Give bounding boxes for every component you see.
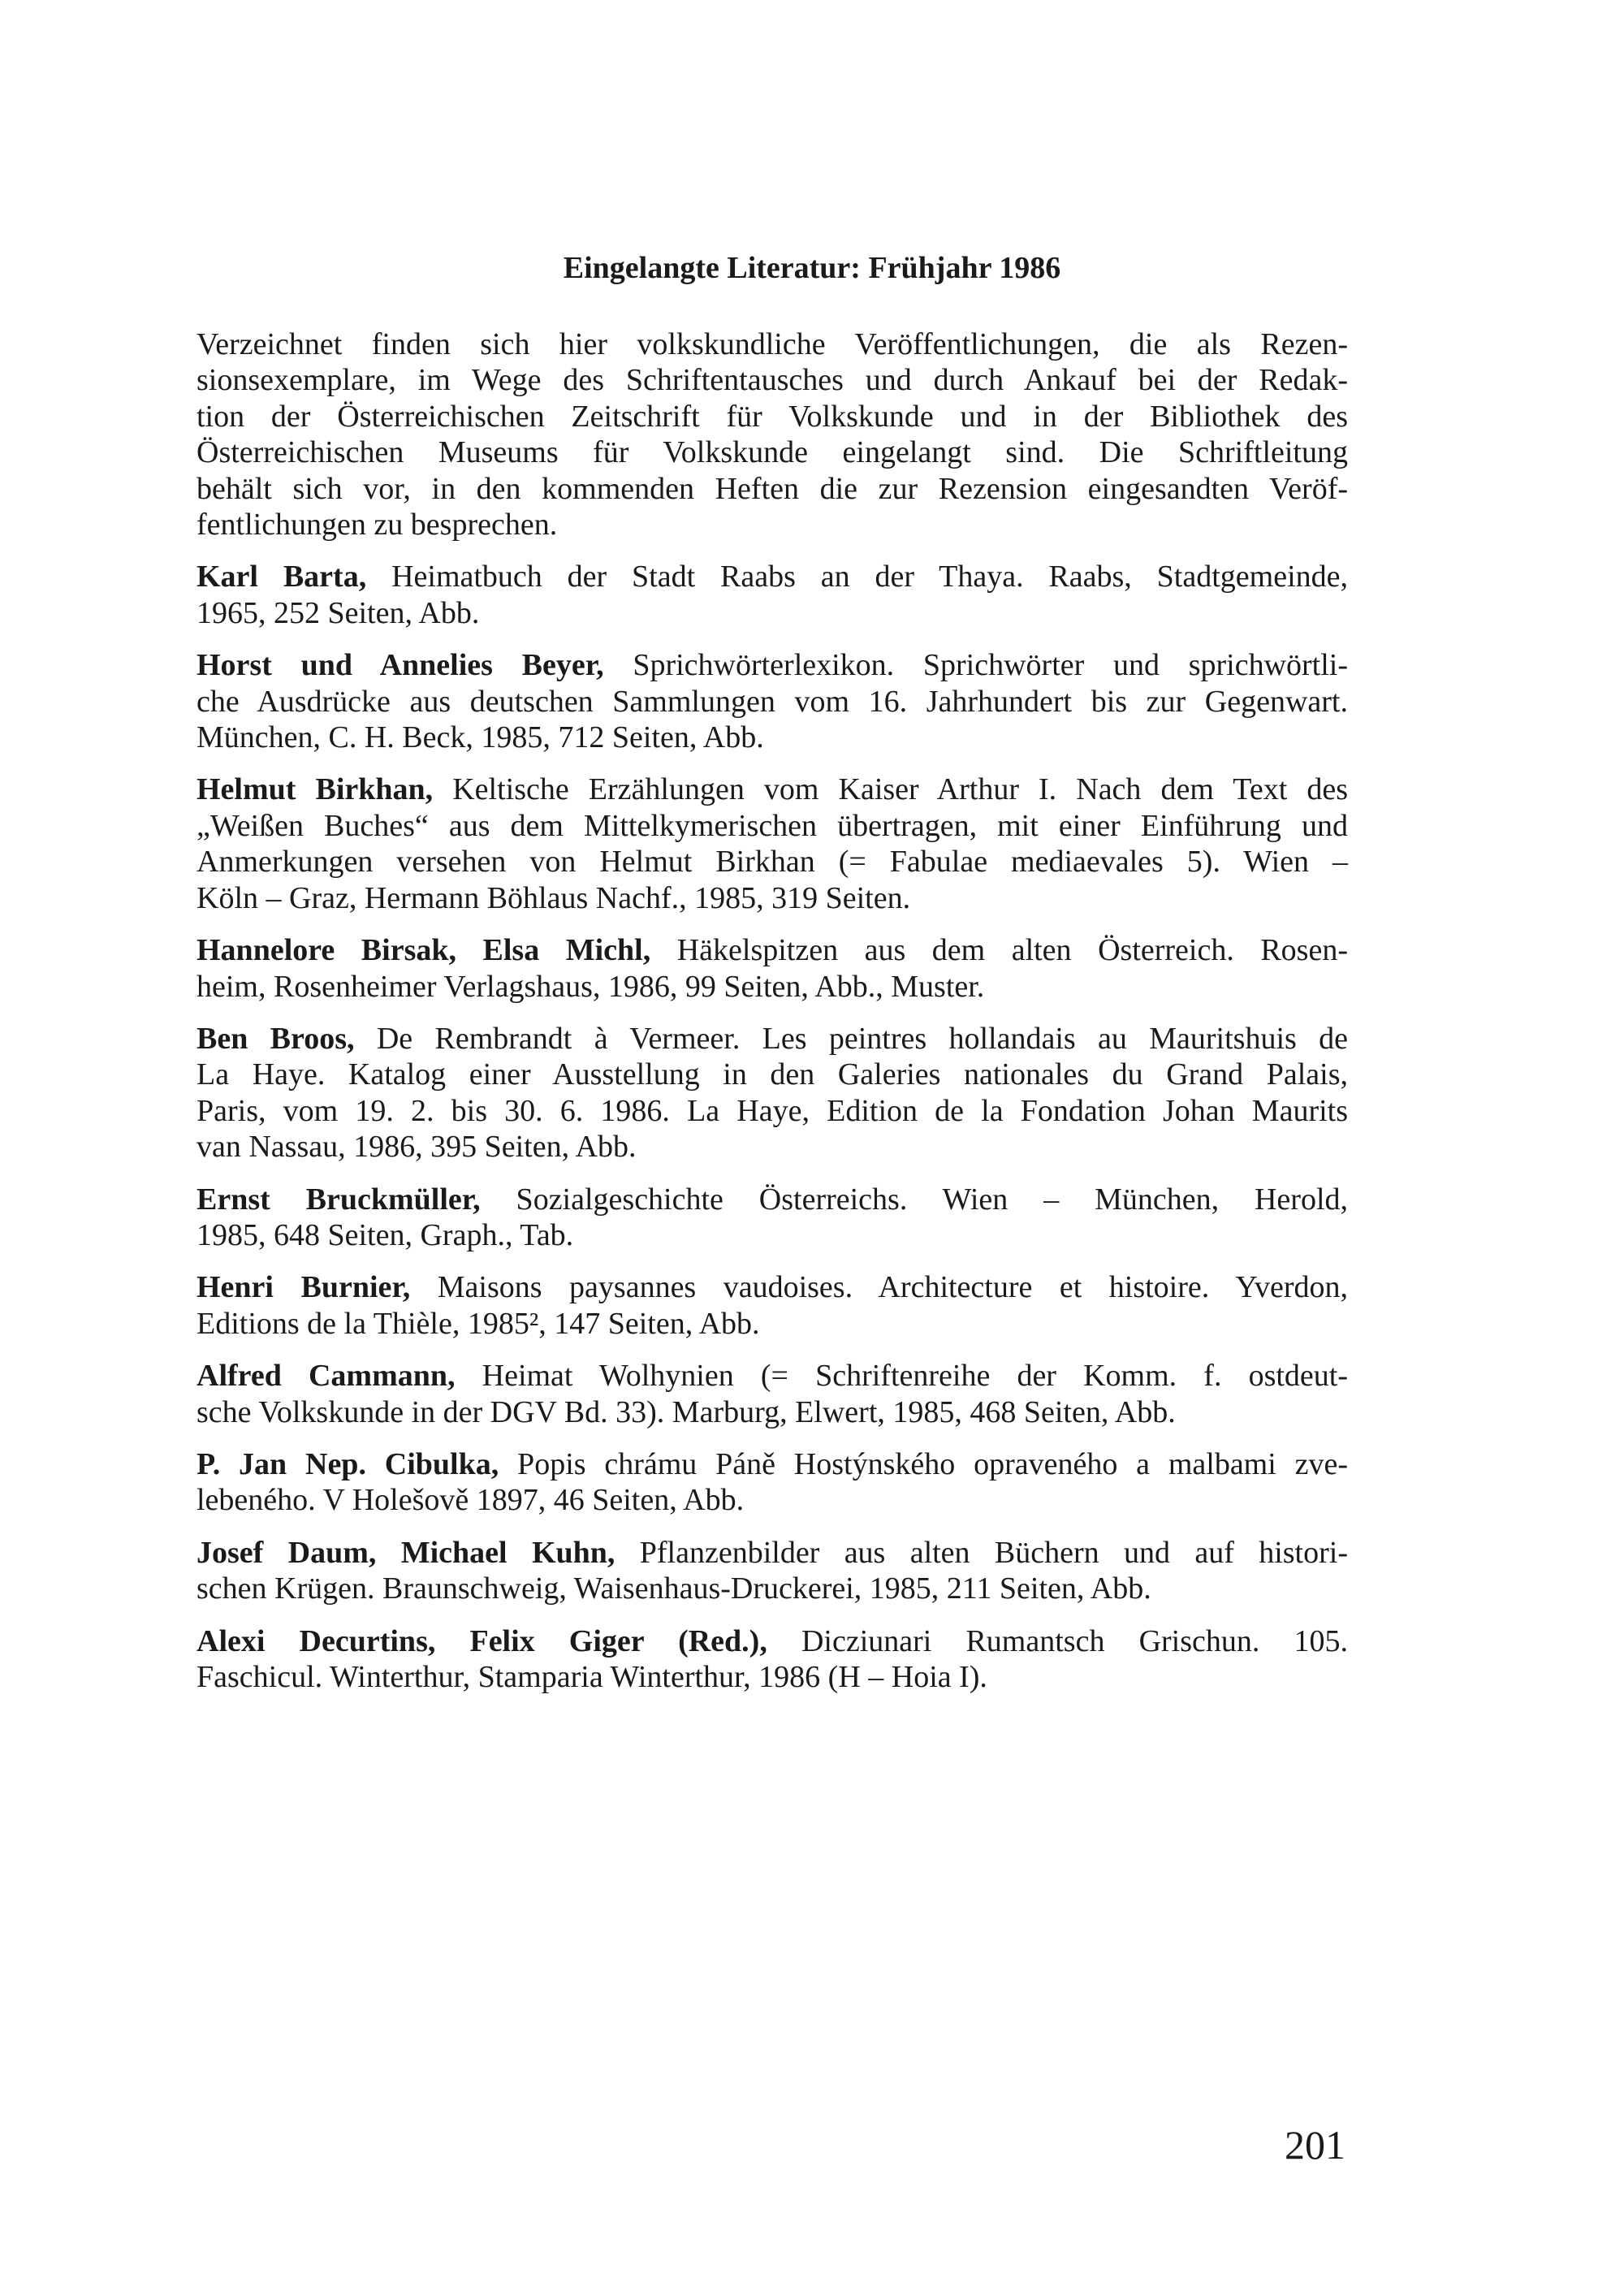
entry-first-line (197, 1535, 1348, 1571)
intro-line: behält sich vor, in den kommenden Heften die zur Rezension eingesandten Veröf- (197, 471, 1348, 506)
entry-title-text: Sprichwörterlexikon. Sprichwörter und sprichwörtli- (603, 648, 1348, 683)
entry-line: schen Krügen. Braunschweig, Waisenhaus-Druckerei, 1985, 211 Seiten, Abb. (197, 1571, 1151, 1606)
intro-paragraph (197, 326, 1348, 542)
bibliography-entry (197, 1021, 1348, 1165)
bibliography-entry (197, 1358, 1348, 1430)
entry-author: Henri Burnier, (197, 1270, 411, 1305)
entry-line: 1985, 648 Seiten, Graph., Tab. (197, 1217, 574, 1252)
entry-author: Karl Barta, (197, 560, 367, 594)
entry-first-line (197, 559, 1348, 594)
bibliography-entry (197, 1269, 1348, 1342)
entry-author: Josef Daum, Michael Kuhn, (197, 1535, 615, 1570)
entry-line: che Ausdrücke aus deutschen Sammlungen vom 16. Jahrhundert bis zur Gegenwart. (197, 684, 1348, 719)
entry-first-line (197, 1623, 1348, 1659)
entry-title-text: Sozialgeschichte Österreichs. Wien – München, Herold, (480, 1182, 1349, 1217)
entry-line: 1965, 252 Seiten, Abb. (197, 595, 480, 630)
page-number: 201 (1285, 2122, 1345, 2168)
entry-author: Helmut Birkhan, (197, 772, 434, 807)
entry-first-line (197, 1182, 1348, 1217)
entry-author: Alfred Cammann, (197, 1359, 456, 1394)
page-title: Eingelangte Literatur: Frühjahr 1986 (563, 251, 1061, 285)
entry-line: München, C. H. Beck, 1985, 712 Seiten, Abb. (197, 720, 764, 755)
entry-title-text: Häkelspitzen aus dem alten Österreich. Rosen- (650, 933, 1348, 968)
entry-line: „Weißen Buches“ aus dem Mittelkymerischen übertragen, mit einer Einführung und (197, 808, 1348, 843)
entry-line: La Haye. Katalog einer Ausstellung in den Galeries nationales du Grand Palais, (197, 1057, 1348, 1092)
bibliography-entry (197, 647, 1348, 755)
intro-line: fentlichungen zu besprechen. (197, 508, 558, 542)
entry-title-text: Heimat Wolhynien (= Schriftenreihe der Komm. f. ostdeut- (455, 1359, 1348, 1394)
intro-line: sionsexemplare, im Wege des Schriftentausches und durch Ankauf bei der Redak- (197, 363, 1348, 398)
entry-first-line (197, 1021, 1348, 1057)
bibliography-entry (197, 932, 1348, 1005)
bibliography-entry (197, 772, 1348, 916)
intro-line: tion der Österreichischen Zeitschrift für Volkskunde und in der Bibliothek des (197, 399, 1348, 434)
entry-title-text: Dicziunari Rumantsch Grischun. 105. (767, 1623, 1348, 1658)
entry-line: Paris, vom 19. 2. bis 30. 6. 1986. La Haye, Edition de la Fondation Johan Maurits (197, 1093, 1348, 1128)
entry-first-line (197, 647, 1348, 683)
bibliography-entry (197, 1446, 1348, 1519)
entry-line: Faschicul. Winterthur, Stamparia Winterthur, 1986 (H – Hoia I). (197, 1660, 987, 1694)
bibliography-entry (197, 1535, 1348, 1607)
entry-author: Horst und Annelies Beyer, (197, 648, 604, 683)
bibliography-entry (197, 1182, 1348, 1254)
entry-title-text: De Rembrandt à Vermeer. Les peintres hollandais au Mauritshuis de (354, 1021, 1348, 1056)
bibliography-entry (197, 559, 1348, 631)
entry-title-text: Keltische Erzählungen vom Kaiser Arthur I. Nach dem Text des (433, 772, 1348, 807)
entry-line: Anmerkungen versehen von Helmut Birkhan (= Fabulae mediaevales 5). Wien – (197, 845, 1348, 880)
entry-line: Köln – Graz, Hermann Böhlaus Nachf., 1985, 319 Seiten. (197, 880, 911, 915)
intro-line: Österreichischen Museums für Volkskunde eingelangt sind. Die Schriftleitung (197, 435, 1348, 470)
entry-first-line (197, 1269, 1348, 1305)
entry-line: sche Volkskunde in der DGV Bd. 33). Marburg, Elwert, 1985, 468 Seiten, Abb. (197, 1394, 1176, 1429)
entry-author: Ernst Bruckmüller, (197, 1182, 481, 1217)
entry-first-line (197, 1358, 1348, 1394)
entry-title-text: Maisons paysannes vaudoises. Architecture et histoire. Yverdon, (410, 1270, 1348, 1305)
entry-line: heim, Rosenheimer Verlagshaus, 1986, 99 Seiten, Abb., Muster. (197, 969, 985, 1004)
entry-author: Ben Broos, (197, 1021, 355, 1056)
document-body (197, 326, 1348, 1711)
entry-line: lebeného. V Holešově 1897, 46 Seiten, Abb. (197, 1483, 745, 1518)
entry-line: Editions de la Thièle, 1985², 147 Seiten, Abb. (197, 1306, 760, 1341)
entry-title-text: Pflanzenbilder aus alten Büchern und auf histori- (615, 1535, 1348, 1570)
entry-first-line (197, 772, 1348, 807)
entry-title-text: Heimatbuch der Stadt Raabs an der Thaya. Raabs, Stadtgemeinde, (366, 560, 1348, 594)
entry-author: Hannelore Birsak, Elsa Michl, (197, 933, 651, 968)
entry-first-line (197, 932, 1348, 968)
entry-title-text: Popis chrámu Páně Hostýnského opraveného a malbami zve- (499, 1446, 1349, 1481)
entry-line: van Nassau, 1986, 395 Seiten, Abb. (197, 1130, 637, 1165)
entry-author: P. Jan Nep. Cibulka, (197, 1446, 499, 1481)
entry-first-line (197, 1446, 1348, 1482)
intro-line: Verzeichnet finden sich hier volkskundliche Veröffentlichungen, die als Rezen- (197, 327, 1348, 361)
bibliography-list (197, 559, 1348, 1695)
bibliography-entry (197, 1623, 1348, 1696)
entry-author: Alexi Decurtins, Felix Giger (Red.), (197, 1623, 767, 1658)
